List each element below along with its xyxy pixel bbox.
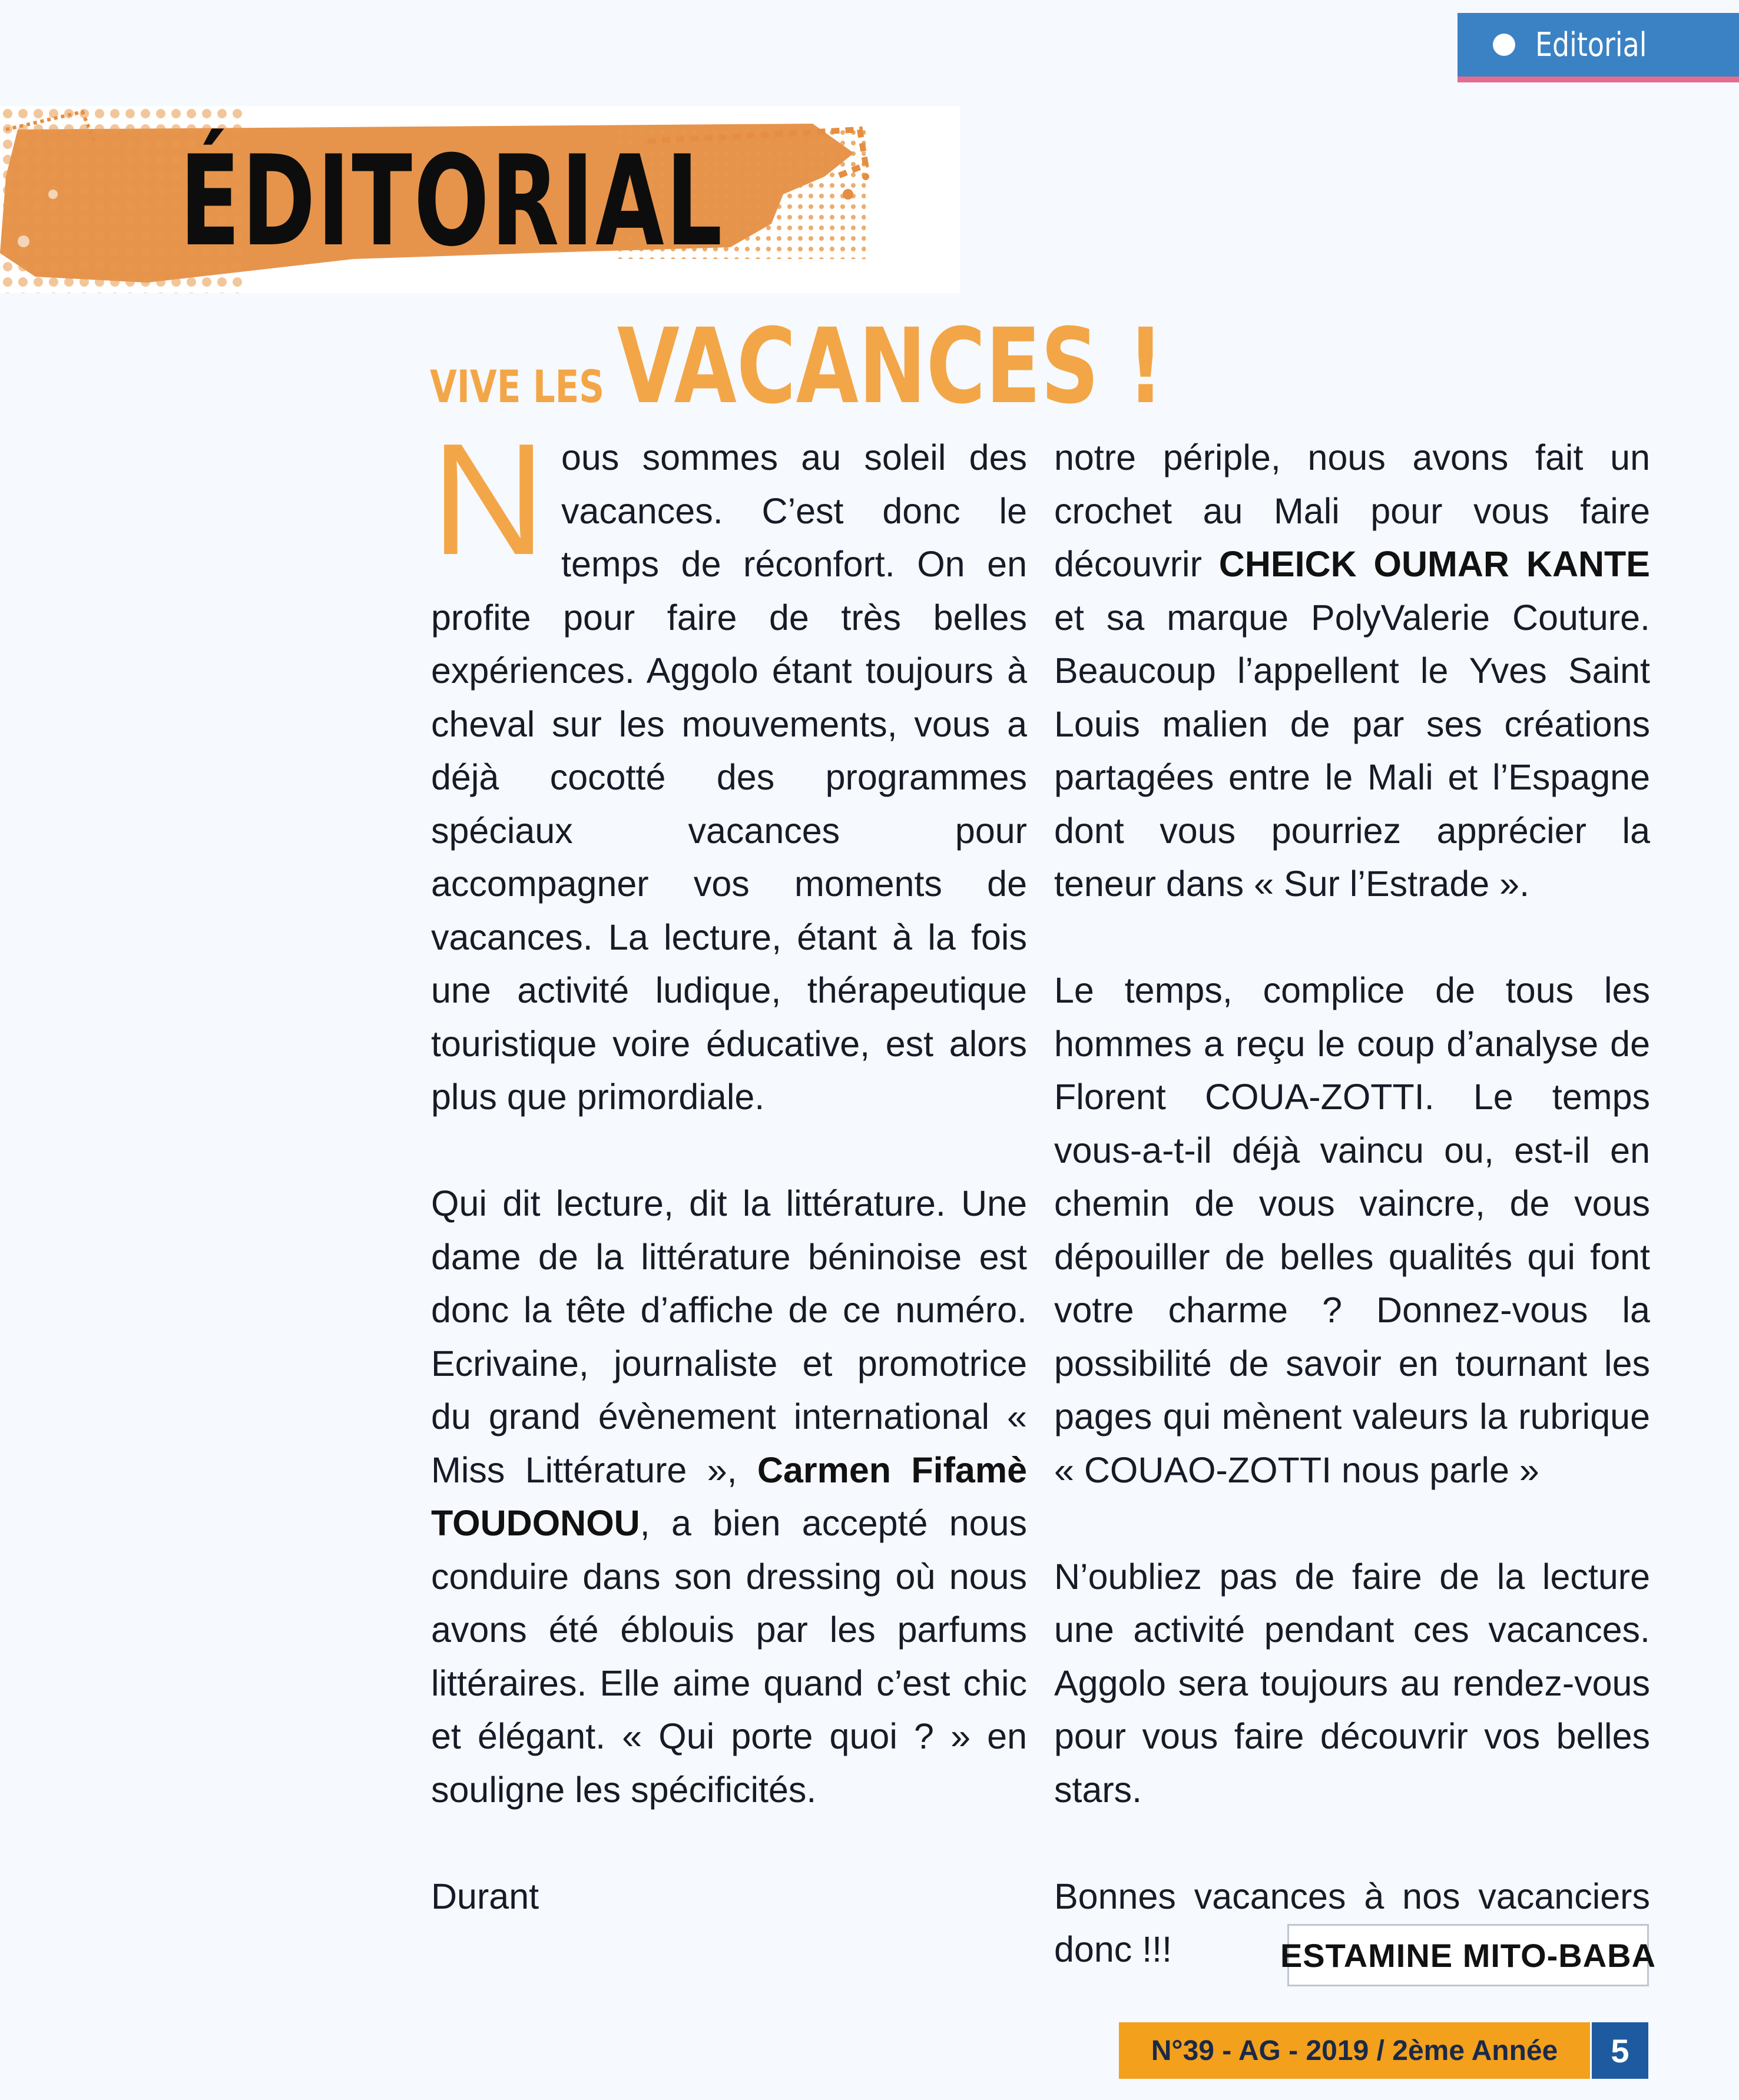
section-tab-label: Editorial — [1535, 25, 1647, 64]
paragraph-3-bold-name: CHEICK OUMAR KANTE — [1218, 544, 1650, 584]
headline — [430, 306, 1164, 427]
page-number: 5 — [1592, 2022, 1648, 2079]
headline-kicker: VIVE LES — [430, 360, 604, 413]
paragraph-3-continued — [1054, 431, 1650, 911]
paragraph-1 — [431, 411, 1027, 1124]
banner-title: ÉDITORIAL — [180, 128, 724, 274]
paragraph-2-text-b: , a bien accepté nous conduire dans son dressing où nous avons été éblouis par les parfums littéraires. Elle aime quand c’est chic et élégant. « Qui porte quoi ? » en souligne les spécificités. — [431, 1503, 1027, 1810]
article-column-left — [431, 411, 1027, 1976]
paragraph-4: Le temps, complice de tous les hommes a reçu le coup d’analyse de Florent COUA-ZOTTI. Le temps vous-a-t-il déjà vaincu ou, est-il en chemin de vous vaincre, de vous dépouiller de belles qualités qui font votre charme ? Donnez-vous la possibilité de savoir en tournant les pages qui mènent valeurs la rubrique « COUAO-ZOTTI nous parle » — [1054, 970, 1650, 1490]
section-tab — [1458, 13, 1739, 82]
headline-main: VACANCES ! — [617, 306, 1164, 427]
bullet-dot-icon — [1493, 34, 1515, 56]
paragraph-2-bold-name: Carmen Fifamè TOUDONOU — [431, 1449, 1027, 1543]
drop-cap: N — [431, 411, 546, 588]
editorial-banner — [0, 106, 960, 293]
paragraph-3-text-a-continued: notre périple, nous avons fait un crochet au Mali pour vous faire découvrir — [1054, 437, 1650, 584]
paragraph-6: Bonnes vacances à nos vacanciers donc !!! — [1054, 1876, 1650, 1969]
paragraph-3 — [431, 1870, 1027, 1923]
paragraph-3-text-b: et sa marque PolyValerie Couture. Beaucoup l’appellent le Yves Saint Louis malien de par ses créations partagées entre le Mali et l’Espagne dont vous pourriez apprécier la teneur dans « Sur l’Estrade ». — [1054, 597, 1650, 904]
paragraph-1-text: ous sommes au soleil des vacances. C’est donc le temps de réconfort. On en profite pour faire de très belles expériences. Aggolo étant toujours à cheval sur les mouvements, vous a déjà cocotté des programmes spéciaux vacances pour accompagner vos moments de vacances. La lecture, étant à la fois une activité ludique, thérapeutique touristique voire éducative, est alors plus que primordiale. — [431, 437, 1027, 1117]
article-column-right — [1054, 431, 1650, 2029]
author-signature: ESTAMINE MITO-BABA — [1287, 1924, 1649, 1986]
paragraph-2 — [431, 1177, 1027, 1816]
paragraph-5: N’oubliez pas de faire de la lecture une activité pendant ces vacances. Aggolo sera toujours au rendez-vous pour vous faire découvrir vos belles stars. — [1054, 1556, 1650, 1810]
paragraph-3-text-a: Durant — [431, 1876, 539, 1916]
paragraph-2-text-a: Qui dit lecture, dit la littérature. Une dame de la littérature béninoise est donc la tête d’affiche de ce numéro. Ecrivaine, journaliste et promotrice du grand évènement international « Miss Littérature », — [431, 1183, 1027, 1490]
issue-info: N°39 - AG - 2019 / 2ème Année — [1119, 2022, 1590, 2079]
